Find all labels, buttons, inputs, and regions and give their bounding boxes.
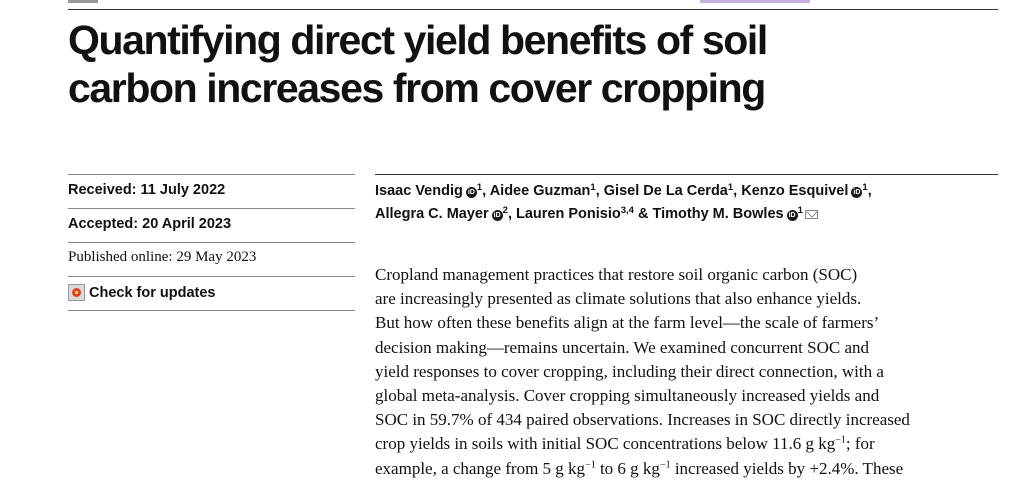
authors-rule <box>375 174 998 175</box>
check-for-updates-label: Check for updates <box>89 284 216 301</box>
abstract-text: example, a change from 5 g kg <box>375 458 586 478</box>
accepted-date: Accepted: 20 April 2023 <box>68 216 232 232</box>
author-name[interactable]: Kenzo Esquivel <box>741 183 849 199</box>
abstract-line: are increasingly presented as climate solutions that also enhance yields. <box>375 289 862 309</box>
orcid-icon[interactable]: iD <box>493 212 501 219</box>
author-name[interactable]: Isaac Vendig <box>375 183 463 199</box>
affiliation-sup: 2 <box>502 205 508 216</box>
sidebar-rule-bottom <box>68 310 355 311</box>
author-list: Isaac Vendig iD $^1$, Aidee Guzman$^1$, Gisel De La Cerda$^1$, Kenzo Esquivel iD $^1$, Allegra C. Mayer iD $^2$, Lauren Ponisio$^{3,4}$ & Timothy M. Bowles iD $^1$ <box>375 182 872 222</box>
affiliation-sup: 3,4 <box>620 205 634 216</box>
sidebar-rule-published <box>68 276 355 277</box>
header-fragment-right <box>700 0 820 5</box>
abstract-line: But how often these benefits align at the farm level—the scale of farmers’ <box>375 313 880 333</box>
article-title <box>68 16 968 112</box>
abstract-line: Cropland management practices that restore soil organic carbon (SOC) <box>375 265 858 284</box>
header-rule <box>68 9 998 10</box>
affiliation-sup: 1 <box>797 205 803 216</box>
abstract-line: yield responses to cover cropping, including their direct connection, with a <box>375 361 884 381</box>
unit-superscript: −1 <box>659 458 671 470</box>
abstract-line: SOC in 59.7% of 434 paired observations. Increases in SOC directly increased <box>375 410 910 430</box>
unit-superscript: −1 <box>835 434 846 446</box>
abstract-text: increased yields by +2.4%. These <box>670 458 904 478</box>
affiliation-sup: 1 <box>590 182 596 193</box>
abstract-line: decision making—remains uncertain. We examined concurrent SOC and <box>375 337 870 357</box>
crossmark-icon <box>68 284 85 301</box>
orcid-icon[interactable]: iD <box>788 212 796 219</box>
orcid-icon[interactable]: iD <box>853 189 861 196</box>
abstract-text: ; for <box>845 434 875 454</box>
published-date: Published online: 29 May 2023 <box>68 249 257 265</box>
abstract-line <box>375 457 975 481</box>
author-name[interactable]: Gisel De La Cerda <box>603 183 728 199</box>
received-date: Received: 11 July 2022 <box>68 182 226 198</box>
sidebar-rule-accepted <box>68 242 355 243</box>
title-line-2: carbon increases from cover cropping <box>68 65 765 111</box>
sidebar-rule-top <box>68 174 355 175</box>
affiliation-sup: 1 <box>727 182 734 193</box>
abstract <box>375 263 975 481</box>
title-line-1: Quantifying direct yield benefits of soil <box>68 17 767 63</box>
author-name[interactable]: Allegra C. Mayer <box>375 206 489 222</box>
author-name[interactable]: Timothy M. Bowles <box>652 206 784 222</box>
sidebar-rule-received <box>68 208 355 209</box>
author-name[interactable]: Lauren Ponisio <box>516 206 621 222</box>
email-envelope-icon[interactable] <box>805 210 818 219</box>
abstract-text: to 6 g kg <box>595 458 660 478</box>
ampersand: & <box>638 206 649 222</box>
author-name[interactable]: Aidee Guzman <box>489 183 591 199</box>
abstract-text: crop yields in soils with initial SOC concentrations below 11.6 g kg <box>375 434 836 454</box>
affiliation-sup: 1 <box>862 182 868 193</box>
unit-superscript: −1 <box>585 458 596 470</box>
abstract-line: global meta-analysis. Cover cropping simultaneously increased yields and <box>375 386 880 406</box>
affiliation-sup: 1 <box>476 182 483 193</box>
abstract-line <box>375 432 975 456</box>
orcid-icon[interactable]: iD <box>467 189 475 196</box>
header-fragment-left <box>68 0 108 5</box>
check-for-updates-link[interactable] <box>68 284 216 301</box>
